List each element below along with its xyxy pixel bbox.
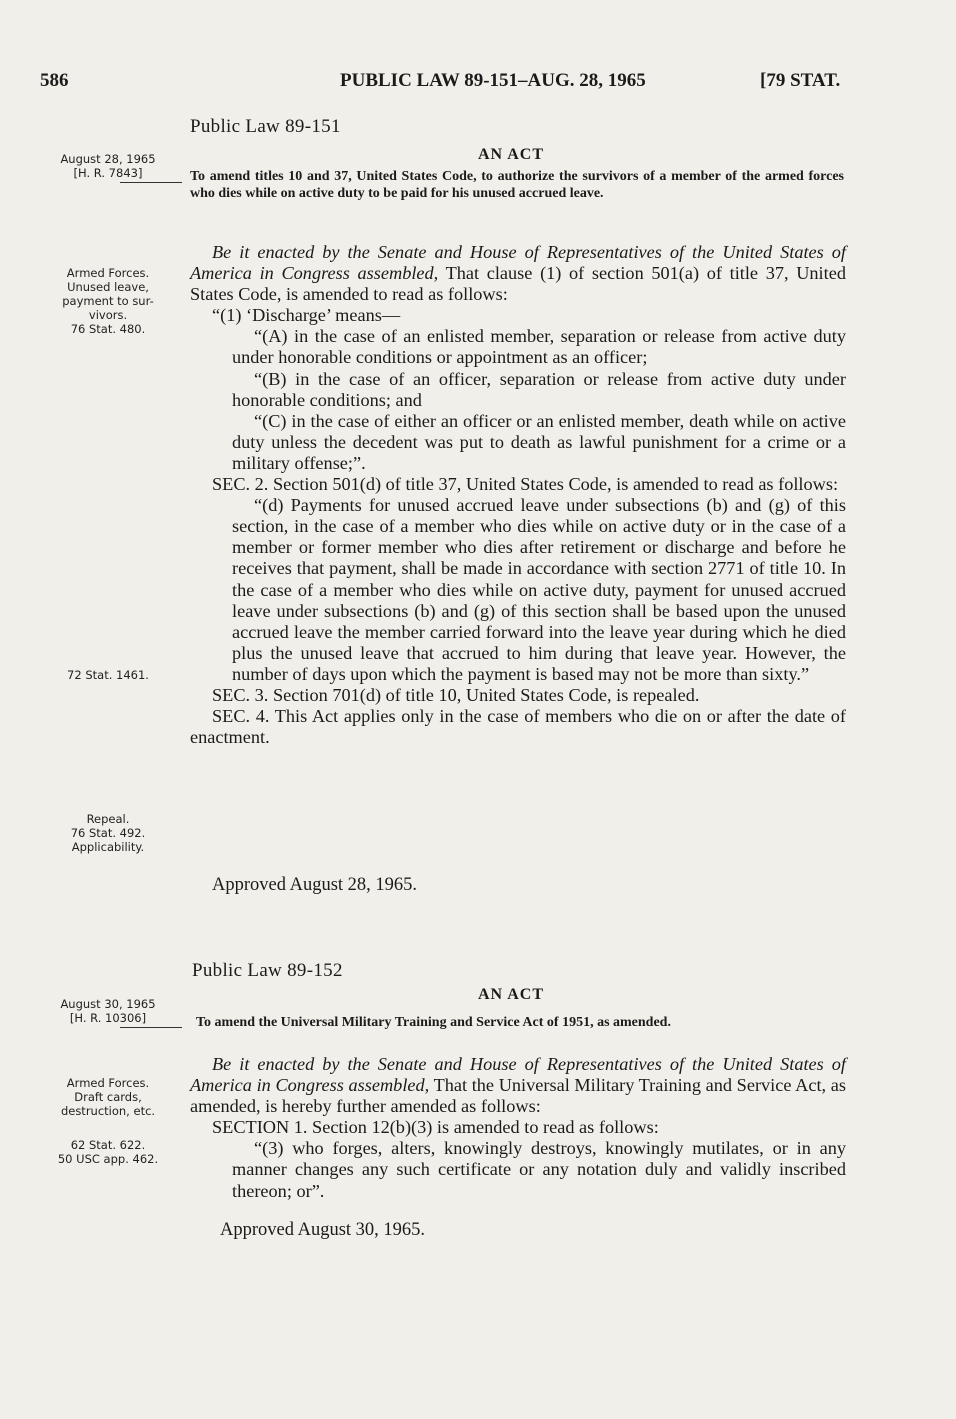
margin-line: Armed Forces. [66,266,150,280]
law1-body [190,242,846,748]
margin-line: vivors. [88,308,128,322]
law1-title: Public Law 89-151 [190,116,341,137]
running-title: PUBLIC LAW 89-151–AUG. 28, 1965 [340,70,646,91]
margin-line: 50 USC app. 462. [57,1152,159,1166]
law2-bill: [H. R. 10306] [69,1011,147,1025]
law1-margin-note-repeal [38,812,178,854]
law1-para-b: “(B) in the case of an officer, separation or release from active duty under honorable conditions; and [232,368,846,410]
margin-line: 76 Stat. 492. [70,826,146,840]
law2-enacting-clause [190,1054,846,1117]
margin-line: Unused leave, [67,280,149,294]
law1-act-label: AN ACT [478,146,545,163]
law1-enacting-clause [190,242,846,305]
law1-margin-note-armed-forces [38,266,178,336]
law2-margin-note-stat [38,1138,178,1166]
law2-body [190,1054,846,1202]
law1-date-note [38,152,178,180]
enacting-italic: Be it enacted by the Senate and House of Representatives of the United States of America in Congress assembled, [190,1054,846,1096]
enacting-rest: That the Universal Military Training and Service Act, as amended, is hereby further amended as follows: [190,1075,846,1117]
law1-para-1: “(1) ‘Discharge’ means— [212,305,401,326]
margin-line: Draft cards, [74,1090,142,1104]
law1-para-c: “(C) in the case of either an officer or an enlisted member, death while on active duty unless the decedent was put to death as lawful punishment for a crime or a military offense;”. [232,410,846,473]
volume-reference: [79 STAT. [760,70,841,91]
law2-act-label: AN ACT [478,986,545,1003]
margin-line: Armed Forces. [66,1076,150,1090]
law1-margin-rule [120,182,182,183]
law2-date-note [38,997,178,1025]
law2-section-1: SECTION 1. Section 12(b)(3) is amended to read as follows: [212,1117,659,1138]
margin-line: 76 Stat. 480. [70,322,146,336]
law1-approved: Approved August 28, 1965. [212,875,418,895]
law1-section-4: SEC. 4. This Act applies only in the case of members who die on or after the date of enactment. [190,706,846,748]
enacting-italic: Be it enacted by the Senate and House of Representatives of the United States of America in Congress assembled, [190,242,846,284]
law2-margin-note-armed-forces [38,1076,178,1118]
law1-bill: [H. R. 7843] [73,166,143,180]
law2-title: Public Law 89-152 [192,960,343,981]
law1-para-d: “(d) Payments for unused accrued leave under subsections (b) and (g) of this section, in the case of a member who dies while on active duty or in the case of a member or former member who dies after retirement or discharge and before he receives that payment, shall be made in accordance with section 2771 of title 10. In the case of a member who dies while on active duty, payment for unused accrued leave under subsections (b) and (g) of this section shall be based upon the unused accrued leave the member carried forward into the leave year during which he died plus the unused leave that accrued to him during that leave year. However, the number of days upon which the payment is based may not be more than sixty.” [232,495,846,684]
enacting-rest: That clause (1) of section 501(a) of title 37, United States Code, is amended to read as follows: [190,263,846,305]
margin-line: Applicability. [71,840,145,854]
law1-date: August 28, 1965 [60,152,156,166]
law2-date: August 30, 1965 [60,997,156,1011]
law1-section-2: SEC. 2. Section 501(d) of title 37, United States Code, is amended to read as follows: [212,474,839,495]
law2-para-3: “(3) who forges, alters, knowingly destroys, knowingly mutilates, or in any manner changes any such certificate or any notation duly and validly inscribed thereon; or”. [232,1138,846,1201]
margin-line: 62 Stat. 622. [70,1138,146,1152]
margin-line: destruction, etc. [60,1104,156,1118]
law1-section-3: SEC. 3. Section 701(d) of title 10, United States Code, is repealed. [212,684,700,705]
law1-para-a: “(A) in the case of an enlisted member, separation or release from active duty under honorable conditions or appointment as an officer; [232,326,846,368]
page-number: 586 [40,70,69,91]
law2-approved: Approved August 30, 1965. [220,1220,426,1240]
law2-purpose: To amend the Universal Military Training and Service Act of 1951, as amended. [196,1015,671,1030]
margin-line: Repeal. [86,812,130,826]
law1-margin-note-stat: 72 Stat. 1461. [67,668,149,682]
law2-margin-rule [120,1027,182,1028]
law1-purpose: To amend titles 10 and 37, United States Code, to authorize the survivors of a member of the armed forces who dies while on active duty to be paid for his unused accrued leave. [190,169,844,201]
margin-line: payment to sur- [62,294,154,308]
